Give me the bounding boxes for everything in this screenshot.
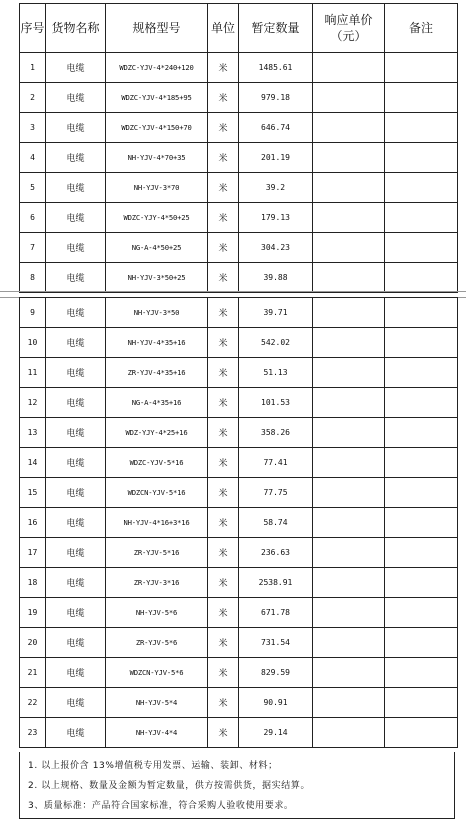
unit-cell: 米: [208, 628, 239, 658]
goods-name-cell: 电缆: [46, 568, 106, 598]
remark-cell[interactable]: [385, 448, 458, 478]
price-input-cell[interactable]: [313, 358, 385, 388]
quantity-cell: 731.54: [239, 628, 313, 658]
price-input-cell[interactable]: [313, 263, 385, 293]
table-row: [20, 173, 458, 203]
price-input-cell[interactable]: [313, 173, 385, 203]
spec-model-cell: NG-A-4*35+16: [106, 388, 208, 418]
header-no: 序号: [20, 4, 46, 53]
table-row: [20, 598, 458, 628]
row-no-cell: 11: [20, 358, 46, 388]
unit-cell: 米: [208, 113, 239, 143]
spec-model-cell: NH-YJV-5*4: [106, 688, 208, 718]
spec-model-cell: WDZC-YJY-4*50+25: [106, 203, 208, 233]
remark-cell[interactable]: [385, 538, 458, 568]
remark-cell[interactable]: [385, 328, 458, 358]
remark-cell[interactable]: [385, 298, 458, 328]
table-row: [20, 448, 458, 478]
price-input-cell[interactable]: [313, 508, 385, 538]
row-no-cell: 12: [20, 388, 46, 418]
quantity-cell: 236.63: [239, 538, 313, 568]
table-row: [20, 83, 458, 113]
header-spec: 规格型号: [106, 4, 208, 53]
price-input-cell[interactable]: [313, 568, 385, 598]
quantity-cell: 358.26: [239, 418, 313, 448]
row-no-cell: 4: [20, 143, 46, 173]
table-row: [20, 538, 458, 568]
remark-cell[interactable]: [385, 358, 458, 388]
unit-cell: 米: [208, 718, 239, 748]
spec-model-cell: NH-YJV-3*70: [106, 173, 208, 203]
remark-cell[interactable]: [385, 628, 458, 658]
price-input-cell[interactable]: [313, 658, 385, 688]
unit-cell: 米: [208, 568, 239, 598]
quantity-cell: 39.88: [239, 263, 313, 293]
remark-cell[interactable]: [385, 53, 458, 83]
goods-name-cell: 电缆: [46, 298, 106, 328]
table-row: [20, 53, 458, 83]
table-row: [20, 658, 458, 688]
remark-cell[interactable]: [385, 233, 458, 263]
spec-model-cell: WDZC-YJV-4*185+95: [106, 83, 208, 113]
goods-name-cell: 电缆: [46, 538, 106, 568]
table-row: [20, 508, 458, 538]
header-qty: 暂定数量: [239, 4, 313, 53]
remark-cell[interactable]: [385, 688, 458, 718]
row-no-cell: 22: [20, 688, 46, 718]
goods-name-cell: 电缆: [46, 388, 106, 418]
row-no-cell: 16: [20, 508, 46, 538]
goods-name-cell: 电缆: [46, 448, 106, 478]
row-no-cell: 10: [20, 328, 46, 358]
remark-cell[interactable]: [385, 83, 458, 113]
spec-model-cell: NH-YJV-3*50+25: [106, 263, 208, 293]
spec-model-cell: ZR-YJV-3*16: [106, 568, 208, 598]
price-input-cell[interactable]: [313, 298, 385, 328]
quantity-cell: 51.13: [239, 358, 313, 388]
remark-cell[interactable]: [385, 598, 458, 628]
price-input-cell[interactable]: [313, 233, 385, 263]
table-row: [20, 568, 458, 598]
table-row: [20, 628, 458, 658]
unit-cell: 米: [208, 508, 239, 538]
price-input-cell[interactable]: [313, 538, 385, 568]
price-input-cell[interactable]: [313, 388, 385, 418]
table-row: [20, 418, 458, 448]
quote-table-part-2: [19, 297, 458, 748]
quantity-cell: 1485.61: [239, 53, 313, 83]
row-no-cell: 3: [20, 113, 46, 143]
price-input-cell[interactable]: [313, 598, 385, 628]
spec-model-cell: WDZC-YJV-4*240+120: [106, 53, 208, 83]
row-no-cell: 8: [20, 263, 46, 293]
remark-cell[interactable]: [385, 388, 458, 418]
unit-cell: 米: [208, 658, 239, 688]
unit-cell: 米: [208, 358, 239, 388]
spec-model-cell: ZR-YJV-5*6: [106, 628, 208, 658]
goods-name-cell: 电缆: [46, 83, 106, 113]
goods-name-cell: 电缆: [46, 233, 106, 263]
note-line: 3、质量标准：产品符合国家标准，符合采购人验收使用要求。: [28, 801, 294, 811]
spec-model-cell: WDZC-YJV-5*16: [106, 448, 208, 478]
quantity-cell: 671.78: [239, 598, 313, 628]
row-no-cell: 19: [20, 598, 46, 628]
unit-cell: 米: [208, 173, 239, 203]
quantity-cell: 201.19: [239, 143, 313, 173]
header-name: 货物名称: [46, 4, 106, 53]
goods-name-cell: 电缆: [46, 203, 106, 233]
remark-cell[interactable]: [385, 173, 458, 203]
unit-cell: 米: [208, 448, 239, 478]
goods-name-cell: 电缆: [46, 263, 106, 293]
unit-cell: 米: [208, 538, 239, 568]
goods-name-cell: 电缆: [46, 718, 106, 748]
spec-model-cell: NH-YJV-4*16+3*16: [106, 508, 208, 538]
header-unit: 单位: [208, 4, 239, 53]
quantity-cell: 829.59: [239, 658, 313, 688]
remark-cell[interactable]: [385, 508, 458, 538]
table-row: [20, 688, 458, 718]
header-row: [20, 4, 458, 53]
quantity-cell: 39.71: [239, 298, 313, 328]
goods-name-cell: 电缆: [46, 478, 106, 508]
goods-name-cell: 电缆: [46, 628, 106, 658]
goods-name-cell: 电缆: [46, 598, 106, 628]
goods-name-cell: 电缆: [46, 358, 106, 388]
unit-cell: 米: [208, 263, 239, 293]
price-input-cell[interactable]: [313, 688, 385, 718]
spec-model-cell: WDZCN-YJV-5*16: [106, 478, 208, 508]
goods-name-cell: 电缆: [46, 688, 106, 718]
table-row: [20, 358, 458, 388]
remark-cell[interactable]: [385, 478, 458, 508]
goods-name-cell: 电缆: [46, 658, 106, 688]
quantity-cell: 90.91: [239, 688, 313, 718]
goods-name-cell: 电缆: [46, 143, 106, 173]
price-input-cell[interactable]: [313, 448, 385, 478]
spec-model-cell: WDZC-YJV-4*150+70: [106, 113, 208, 143]
table-row: [20, 298, 458, 328]
remark-cell[interactable]: [385, 658, 458, 688]
price-input-cell[interactable]: [313, 53, 385, 83]
quantity-cell: 39.2: [239, 173, 313, 203]
spec-model-cell: ZR-YJV-4*35+16: [106, 358, 208, 388]
quantity-cell: 77.41: [239, 448, 313, 478]
row-no-cell: 2: [20, 83, 46, 113]
row-no-cell: 7: [20, 233, 46, 263]
remark-cell[interactable]: [385, 418, 458, 448]
row-no-cell: 6: [20, 203, 46, 233]
table-row: [20, 233, 458, 263]
spec-model-cell: NH-YJV-4*35+16: [106, 328, 208, 358]
unit-cell: 米: [208, 478, 239, 508]
table-row: [20, 263, 458, 293]
goods-name-cell: 电缆: [46, 418, 106, 448]
row-no-cell: 1: [20, 53, 46, 83]
row-no-cell: 23: [20, 718, 46, 748]
goods-name-cell: 电缆: [46, 53, 106, 83]
remark-cell[interactable]: [385, 718, 458, 748]
price-input-cell[interactable]: [313, 718, 385, 748]
price-input-cell[interactable]: [313, 143, 385, 173]
price-input-cell[interactable]: [313, 203, 385, 233]
table-row: [20, 143, 458, 173]
quote-table-part-1: [19, 3, 458, 293]
quantity-cell: 542.02: [239, 328, 313, 358]
remark-cell[interactable]: [385, 203, 458, 233]
goods-name-cell: 电缆: [46, 328, 106, 358]
row-no-cell: 17: [20, 538, 46, 568]
remark-cell[interactable]: [385, 263, 458, 293]
spec-model-cell: NH-YJV-5*6: [106, 598, 208, 628]
row-no-cell: 13: [20, 418, 46, 448]
quantity-cell: 29.14: [239, 718, 313, 748]
spec-model-cell: NH-YJV-4*4: [106, 718, 208, 748]
remark-cell[interactable]: [385, 143, 458, 173]
spec-model-cell: ZR-YJV-5*16: [106, 538, 208, 568]
table-row: [20, 388, 458, 418]
unit-cell: 米: [208, 298, 239, 328]
remark-cell[interactable]: [385, 113, 458, 143]
price-input-cell[interactable]: [313, 113, 385, 143]
quantity-cell: 101.53: [239, 388, 313, 418]
price-input-cell[interactable]: [313, 328, 385, 358]
table-row: [20, 328, 458, 358]
header-price: 响应单价（元）: [313, 4, 385, 53]
table-row: [20, 203, 458, 233]
unit-cell: 米: [208, 418, 239, 448]
unit-cell: 米: [208, 598, 239, 628]
quantity-cell: 646.74: [239, 113, 313, 143]
row-no-cell: 5: [20, 173, 46, 203]
row-no-cell: 14: [20, 448, 46, 478]
header-remark: 备注: [385, 4, 458, 53]
unit-cell: 米: [208, 53, 239, 83]
price-input-cell[interactable]: [313, 83, 385, 113]
note-line: 1. 以上报价含 13%增值税专用发票、运输、装卸、材料；: [28, 761, 278, 771]
goods-name-cell: 电缆: [46, 173, 106, 203]
spec-model-cell: NH-YJV-4*70+35: [106, 143, 208, 173]
unit-cell: 米: [208, 328, 239, 358]
notes-block: [19, 752, 455, 819]
goods-name-cell: 电缆: [46, 113, 106, 143]
unit-cell: 米: [208, 388, 239, 418]
table-row: [20, 113, 458, 143]
row-no-cell: 20: [20, 628, 46, 658]
spec-model-cell: NG-A-4*50+25: [106, 233, 208, 263]
note-line: 2. 以上规格、数量及金额为暂定数量，供方按需供货，据实结算。: [28, 781, 311, 791]
quantity-cell: 2538.91: [239, 568, 313, 598]
row-no-cell: 15: [20, 478, 46, 508]
unit-cell: 米: [208, 203, 239, 233]
goods-name-cell: 电缆: [46, 508, 106, 538]
price-input-cell[interactable]: [313, 628, 385, 658]
price-input-cell[interactable]: [313, 478, 385, 508]
spec-model-cell: WDZ-YJY-4*25+16: [106, 418, 208, 448]
table-row: [20, 718, 458, 748]
row-no-cell: 9: [20, 298, 46, 328]
remark-cell[interactable]: [385, 568, 458, 598]
quantity-cell: 77.75: [239, 478, 313, 508]
quantity-cell: 979.18: [239, 83, 313, 113]
unit-cell: 米: [208, 688, 239, 718]
unit-cell: 米: [208, 143, 239, 173]
price-input-cell[interactable]: [313, 418, 385, 448]
spec-model-cell: WDZCN-YJV-5*6: [106, 658, 208, 688]
quantity-cell: 304.23: [239, 233, 313, 263]
table-row: [20, 478, 458, 508]
row-no-cell: 21: [20, 658, 46, 688]
unit-cell: 米: [208, 83, 239, 113]
row-no-cell: 18: [20, 568, 46, 598]
spec-model-cell: NH-YJV-3*50: [106, 298, 208, 328]
unit-cell: 米: [208, 233, 239, 263]
quantity-cell: 58.74: [239, 508, 313, 538]
quantity-cell: 179.13: [239, 203, 313, 233]
